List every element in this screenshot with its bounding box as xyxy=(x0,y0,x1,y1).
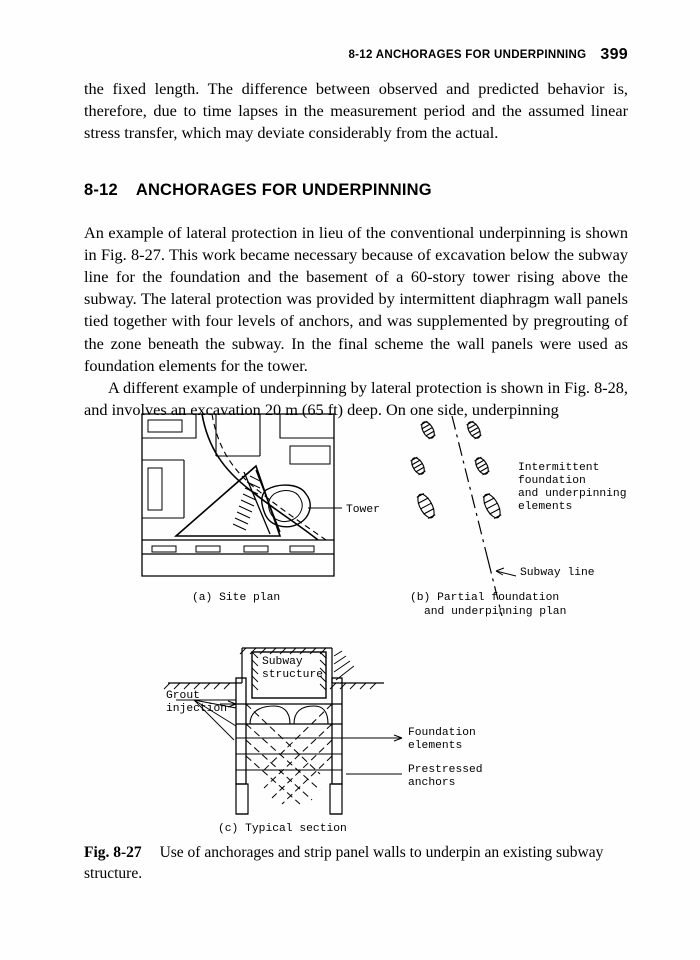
label-prestressed-2: anchors xyxy=(408,777,456,789)
paragraph-1: the fixed length. The difference between observed and predicted behavior is, therefore, due to time lapses in the measurement period and the assumed linear stress transfer, which may deviate considerably from the actual. xyxy=(84,79,628,143)
label-subway-structure-2: structure xyxy=(262,669,324,681)
caption-b-line2: and underpinning plan xyxy=(424,606,567,618)
label-prestressed-1: Prestressed xyxy=(408,764,483,776)
figure-caption xyxy=(84,842,628,884)
label-foundation-1: Foundation xyxy=(408,727,476,739)
label-tower: Tower xyxy=(346,504,380,516)
label-subway-line: Subway line xyxy=(520,567,595,579)
page-number: 399 xyxy=(600,46,628,63)
body-column xyxy=(84,78,628,421)
figure-8-27 xyxy=(84,408,628,848)
figure-caption-text: Use of anchorages and strip panel walls to underpin an existing subway structure. xyxy=(84,844,604,882)
running-head-section: 8-12 ANCHORAGES FOR UNDERPINNING xyxy=(348,49,587,61)
label-intermittent-4: elements xyxy=(518,501,573,513)
caption-a: (a) Site plan xyxy=(192,592,281,604)
running-head xyxy=(84,46,628,64)
section-heading-number: 8-12 xyxy=(84,180,118,199)
label-intermittent-1: Intermittent xyxy=(518,462,600,474)
partial-foundation-drawing xyxy=(452,416,516,616)
label-foundation-2: elements xyxy=(408,740,463,752)
label-grout-2: injection xyxy=(166,703,228,715)
caption-b-line1: (b) Partial foundation xyxy=(410,592,560,604)
label-intermittent-3: and underpinning xyxy=(518,488,627,500)
figure-caption-label: Fig. 8-27 xyxy=(84,844,142,861)
section-heading xyxy=(84,181,628,200)
section-heading-title: ANCHORAGES FOR UNDERPINNING xyxy=(135,180,432,199)
caption-c: (c) Typical section xyxy=(218,823,347,835)
figure-svg xyxy=(84,408,628,848)
paragraph-2: An example of lateral protection in lieu of the conventional underpinning is shown in Fig. 8-27. This work became necessary because of excavation below the subway line for the foundation and the basement of a 60-story tower rising above the subway. The lateral protection was provided by intermittent diaphragm wall panels tied together with four levels of anchors, and was supplemented by pregrouting of the zone beneath the subway. In the final scheme the wall panels were used as foundation elements for the tower. xyxy=(84,222,628,375)
site-plan-drawing xyxy=(142,414,342,576)
label-subway-structure-1: Subway xyxy=(262,656,303,668)
label-grout-1: Grout xyxy=(166,690,200,702)
paragraph-3: A different example of underpinning by lateral protection is shown in Fig. 8-28, and involves an excavation 20 m (65 ft) deep. On one side, underpinning xyxy=(84,378,628,420)
label-intermittent-2: foundation xyxy=(518,475,586,487)
